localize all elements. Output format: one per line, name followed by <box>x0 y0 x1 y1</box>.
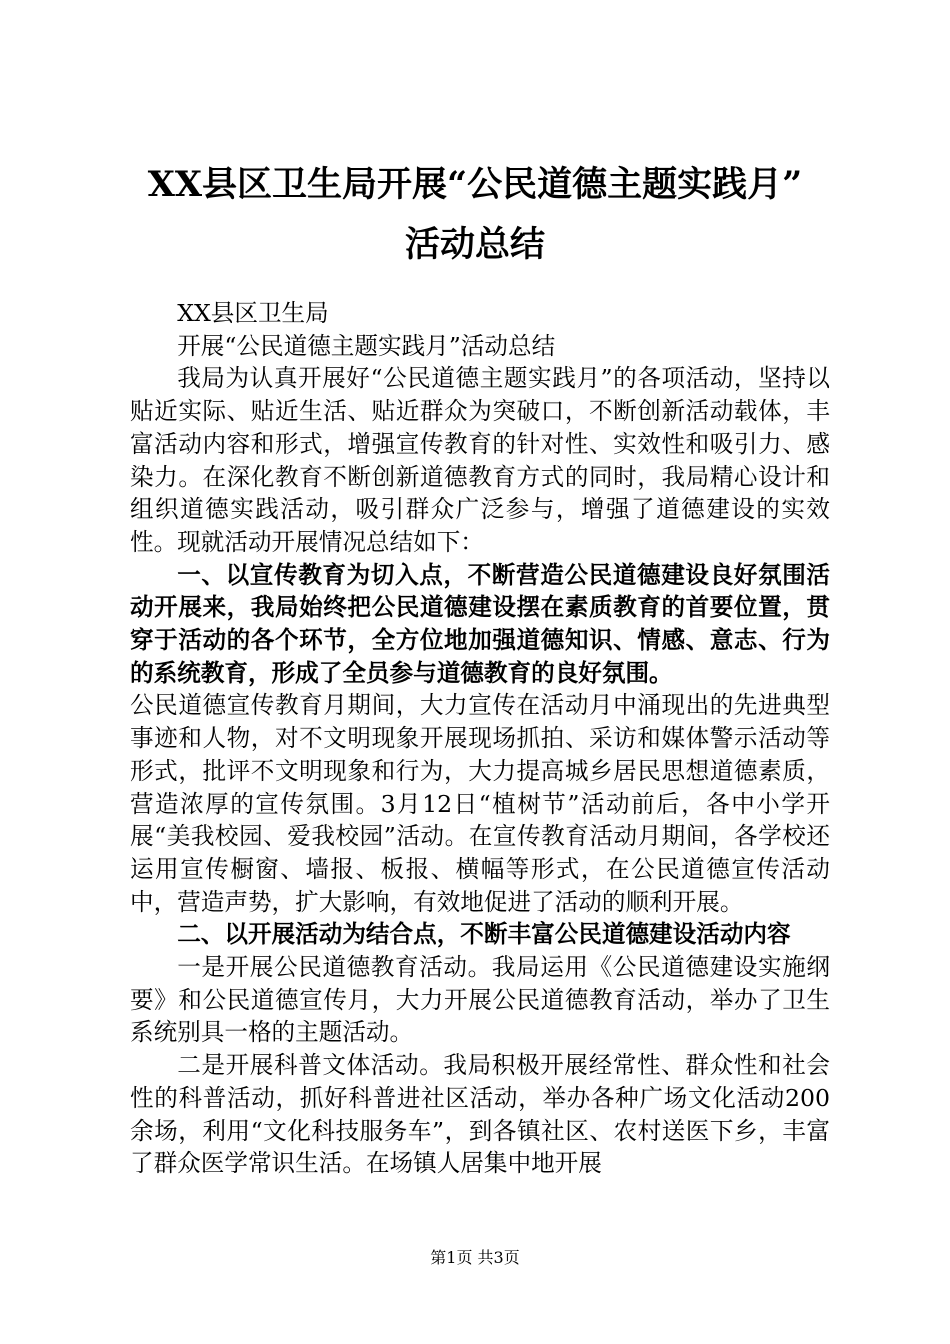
section-two-item-one: 一是开展公民道德教育活动。我局运用《公民道德建设实施纲要》和公民道德宣传月，大力开展公民道德教育活动，举办了卫生系统别具一格的主题活动。 <box>130 953 830 1047</box>
section-one-paragraph: 公民道德宣传教育月期间，大力宣传在活动月中涌现出的先进典型事迹和人物，对不文明现象开展现场抓拍、采访和媒体警示活动等形式，批评不文明现象和行为，大力提高城乡居民思想道德素质，营造浓厚的宣传氛围。3月12日“植树节”活动前后，各中小学开展“美我校园、爱我校园”活动。在宣传教育活动月期间，各学校还运用宣传橱窗、墙报、板报、横幅等形式，在公民道德宣传活动中，营造声势，扩大影响，有效地促进了活动的顺利开展。 <box>130 691 830 916</box>
subtitle-line: 开展“公民道德主题实践月”活动总结 <box>177 331 556 360</box>
section-two-item-two: 二是开展科普文体活动。我局积极开展经常性、群众性和社会性的科普活动，抓好科普进社区活动，举办各种广场文化活动200余场，利用“文化科技服务车”，到各镇社区、农村送医下乡，丰富了群众医学常识生活。在场镇人居集中地开展 <box>130 1051 830 1178</box>
document-body <box>130 297 830 1180</box>
document-title-line1: XX县区卫生局开展“公民道德主题实践月” <box>147 164 803 205</box>
section-one-heading: 一、以宣传教育为切入点，不断营造公民道德建设良好氛围活动开展来，我局始终把公民道德建设摆在素质教育的首要位置，贯穿于活动的各个环节，全方位地加强道德知识、情感、意志、行为的系统教育，形成了全员参与道德教育的良好氛围。 <box>130 560 830 687</box>
document-title-line2: 活动总结 <box>404 224 545 265</box>
intro-paragraph: 我局为认真开展好“公民道德主题实践月”的各项活动，坚持以贴近实际、贴近生活、贴近群众为突破口，不断创新活动载体，丰富活动内容和形式，增强宣传教育的针对性、实效性和吸引力、感染力。在深化教育不断创新道德教育方式的同时，我局精心设计和组织道德实践活动，吸引群众广泛参与，增强了道德建设的实效性。现就活动开展情况总结如下： <box>130 364 830 556</box>
author-line: XX县区卫生局 <box>177 299 329 327</box>
page-number-footer: 第1页 共3页 <box>430 1248 520 1267</box>
section-two-heading: 二、以开展活动为结合点，不断丰富公民道德建设活动内容 <box>177 920 791 949</box>
